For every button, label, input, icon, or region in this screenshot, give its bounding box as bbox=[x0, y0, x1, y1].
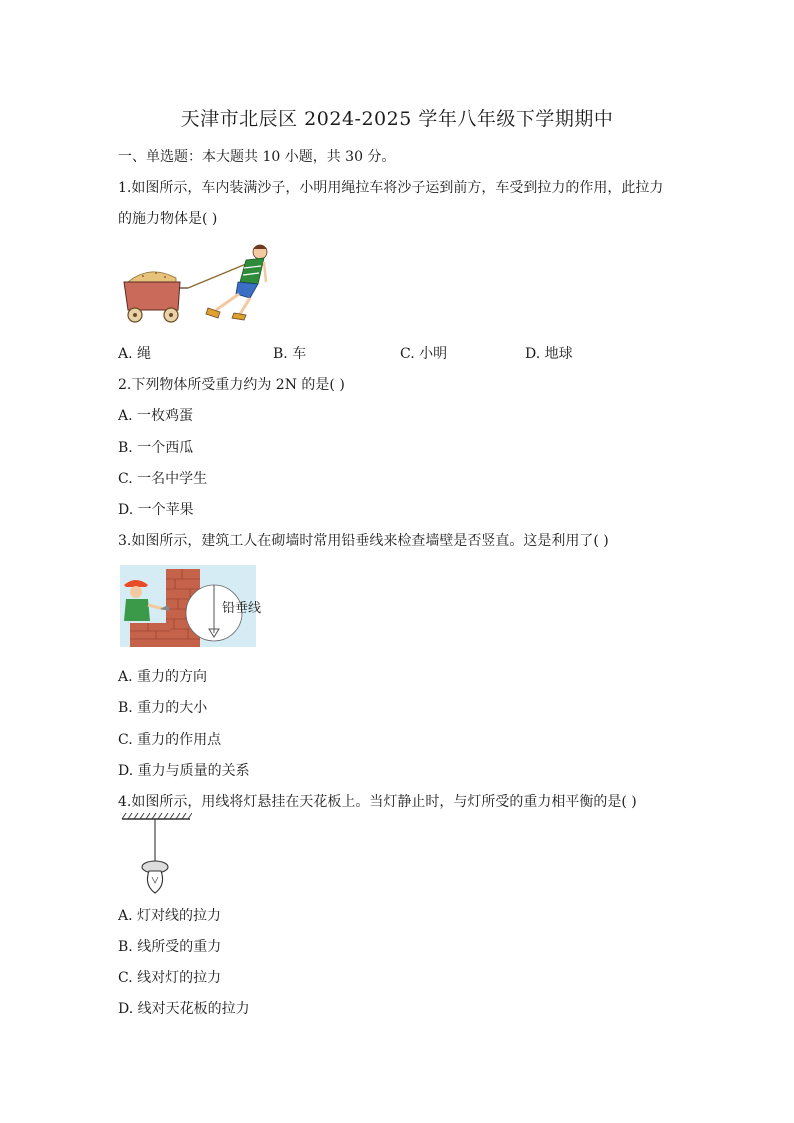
q2-option-c: C. 一名中学生 bbox=[118, 471, 208, 487]
q2-stem: 2.下列物体所受重力约为 2N 的是( ) bbox=[118, 377, 345, 393]
q4-option-b: B. 线所受的重力 bbox=[118, 939, 222, 955]
q3-option-b: B. 重力的大小 bbox=[118, 700, 208, 716]
q1-stem-line2: 的施力物体是( ) bbox=[118, 211, 218, 227]
q1-stem-line1: 1.如图所示，车内装满沙子，小明用绳拉车将沙子运到前方，车受到拉力的作用，此拉力 bbox=[118, 180, 664, 196]
q2-option-a: A. 一枚鸡蛋 bbox=[118, 408, 194, 424]
section-heading: 一、单选题：本大题共 10 小题，共 30 分。 bbox=[118, 149, 396, 165]
page-title: 天津市北辰区 2024-2025 学年八年级下学期期中 bbox=[180, 108, 614, 130]
q1-option-c: C. 小明 bbox=[400, 346, 448, 362]
q4-hanging-lamp-figure bbox=[120, 813, 192, 897]
q2-option-d: D. 一个苹果 bbox=[118, 502, 194, 518]
q2-option-b: B. 一个西瓜 bbox=[118, 440, 194, 456]
q1-option-b: B. 车 bbox=[273, 346, 307, 362]
q1-option-a: A. 绳 bbox=[118, 346, 152, 362]
q1-option-d: D. 地球 bbox=[525, 346, 573, 362]
q4-option-c: C. 线对灯的拉力 bbox=[118, 970, 222, 986]
q3-option-a: A. 重力的方向 bbox=[118, 669, 208, 685]
q3-stem: 3.如图所示，建筑工人在砌墙时常用铅垂线来检查墙壁是否竖直。这是利用了( ) bbox=[118, 533, 609, 549]
q1-cart-boy-figure bbox=[118, 240, 278, 326]
q4-option-a: A. 灯对线的拉力 bbox=[118, 908, 222, 924]
q4-option-d: D. 线对天花板的拉力 bbox=[118, 1001, 250, 1017]
q3-plumb-line-figure bbox=[120, 565, 262, 647]
q4-stem: 4.如图所示，用线将灯悬挂在天花板上。当灯静止时，与灯所受的重力相平衡的是( ) bbox=[118, 794, 637, 810]
plumb-line-label: 铅垂线 bbox=[222, 601, 262, 616]
q3-option-d: D. 重力与质量的关系 bbox=[118, 763, 250, 779]
q3-option-c: C. 重力的作用点 bbox=[118, 732, 222, 748]
